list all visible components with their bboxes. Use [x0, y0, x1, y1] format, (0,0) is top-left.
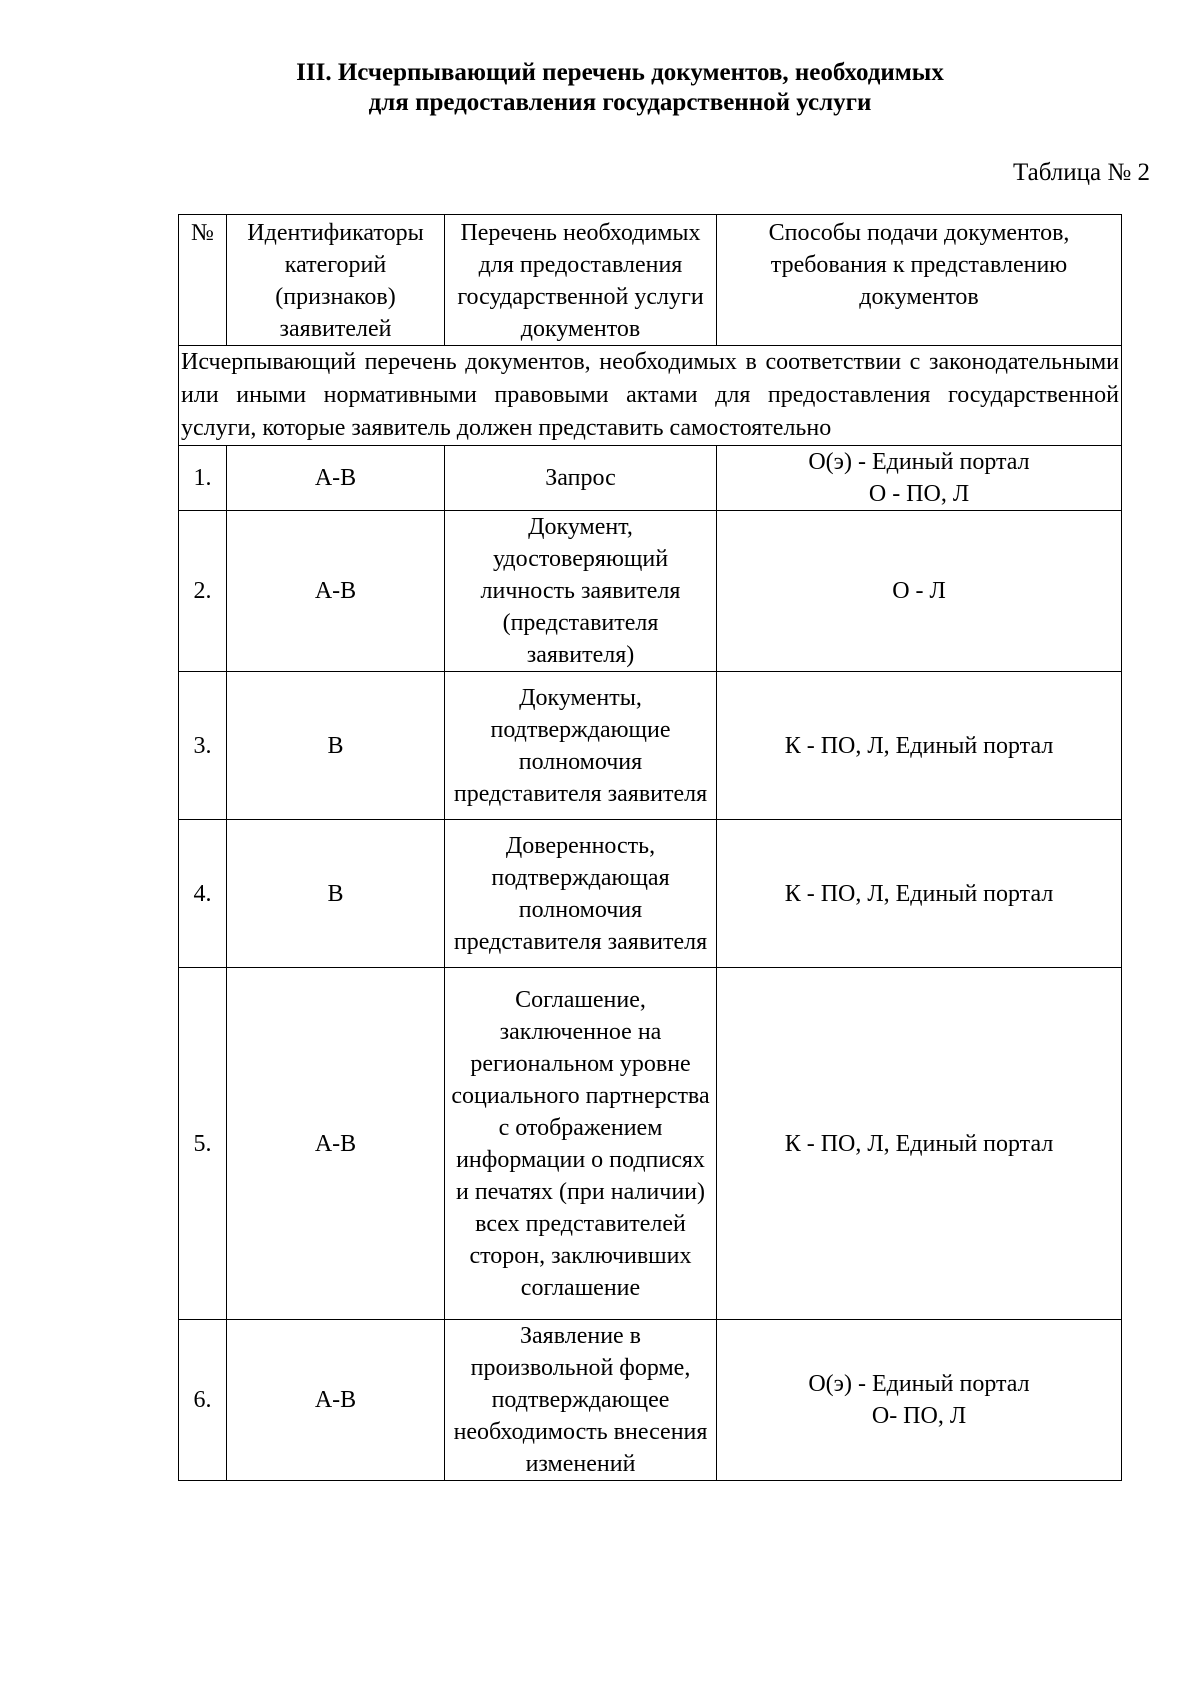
- row-number: 6.: [179, 1320, 227, 1481]
- table-row: [179, 968, 1122, 1320]
- row-number: 3.: [179, 672, 227, 820]
- row-document: Доверенность, подтверждающая полномочия представителя заявителя: [445, 820, 717, 968]
- row-submission-ways: [717, 1320, 1122, 1481]
- table-row: [179, 820, 1122, 968]
- submission-way-line: К - ПО, Л, Единый портал: [784, 1130, 1054, 1157]
- table-header: [179, 215, 1122, 346]
- section-title-line-1: III. Исчерпывающий перечень документов, необходимых: [296, 59, 944, 86]
- row-number: 5.: [179, 968, 227, 1320]
- row-number: 4.: [179, 820, 227, 968]
- row-submission-ways: [717, 672, 1122, 820]
- row-document: Документы, подтверждающие полномочия представителя заявителя: [445, 672, 717, 820]
- section-title-line-2: для предоставления государственной услуги: [368, 89, 872, 116]
- submission-way-line: О- ПО, Л: [871, 1403, 967, 1429]
- row-applicant-ids: А-В: [227, 968, 445, 1320]
- submission-way-line: О - ПО, Л: [868, 481, 970, 507]
- submission-way-line: О - Л: [892, 578, 946, 604]
- row-document: Запрос: [445, 446, 717, 511]
- row-applicant-ids: А-В: [227, 511, 445, 672]
- header-number: №: [179, 215, 227, 346]
- section-description: Исчерпывающий перечень документов, необходимых в соответствии с законодательными или иными нормативными правовыми актами для предоставления государственной услуги, которые заявитель должен представить самостоятельно: [179, 346, 1122, 446]
- row-document: Заявление в произвольной форме, подтверждающее необходимость внесения изменений: [445, 1320, 717, 1481]
- row-submission-ways: [717, 968, 1122, 1320]
- header-applicant-ids: Идентификаторы категорий (признаков) заявителей: [227, 215, 445, 346]
- table-row: [179, 672, 1122, 820]
- row-submission-ways: [717, 820, 1122, 968]
- table-row: [179, 1320, 1122, 1481]
- header-submission-ways: Способы подачи документов, требования к представлению документов: [717, 215, 1122, 346]
- submission-way-line: К - ПО, Л, Единый портал: [784, 880, 1054, 907]
- documents-table: [178, 214, 1122, 1481]
- row-number: 2.: [179, 511, 227, 672]
- section-row: [179, 346, 1122, 446]
- table-row: [179, 511, 1122, 672]
- row-document: Соглашение, заключенное на региональном уровне социального партнерства с отображением информации о подписях и печатях (при наличии) всех представителей сторон, заключивших соглашение: [445, 968, 717, 1320]
- table-label: Таблица № 2: [1012, 159, 1150, 186]
- submission-way-line: О(э) - Единый портал: [808, 1371, 1030, 1397]
- row-number: 1.: [179, 446, 227, 511]
- header-documents: Перечень необходимых для предоставления государственной услуги документов: [445, 215, 717, 346]
- submission-way-line: О(э) - Единый портал: [808, 449, 1030, 475]
- row-applicant-ids: А-В: [227, 446, 445, 511]
- table-row: [179, 446, 1122, 511]
- row-submission-ways: [717, 511, 1122, 672]
- row-submission-ways: [717, 446, 1122, 511]
- submission-way-line: К - ПО, Л, Единый портал: [784, 732, 1054, 759]
- row-applicant-ids: А-В: [227, 1320, 445, 1481]
- row-applicant-ids: В: [227, 820, 445, 968]
- section-title: [180, 58, 1060, 118]
- row-document: Документ, удостоверяющий личность заявителя (представителя заявителя): [445, 511, 717, 672]
- row-applicant-ids: В: [227, 672, 445, 820]
